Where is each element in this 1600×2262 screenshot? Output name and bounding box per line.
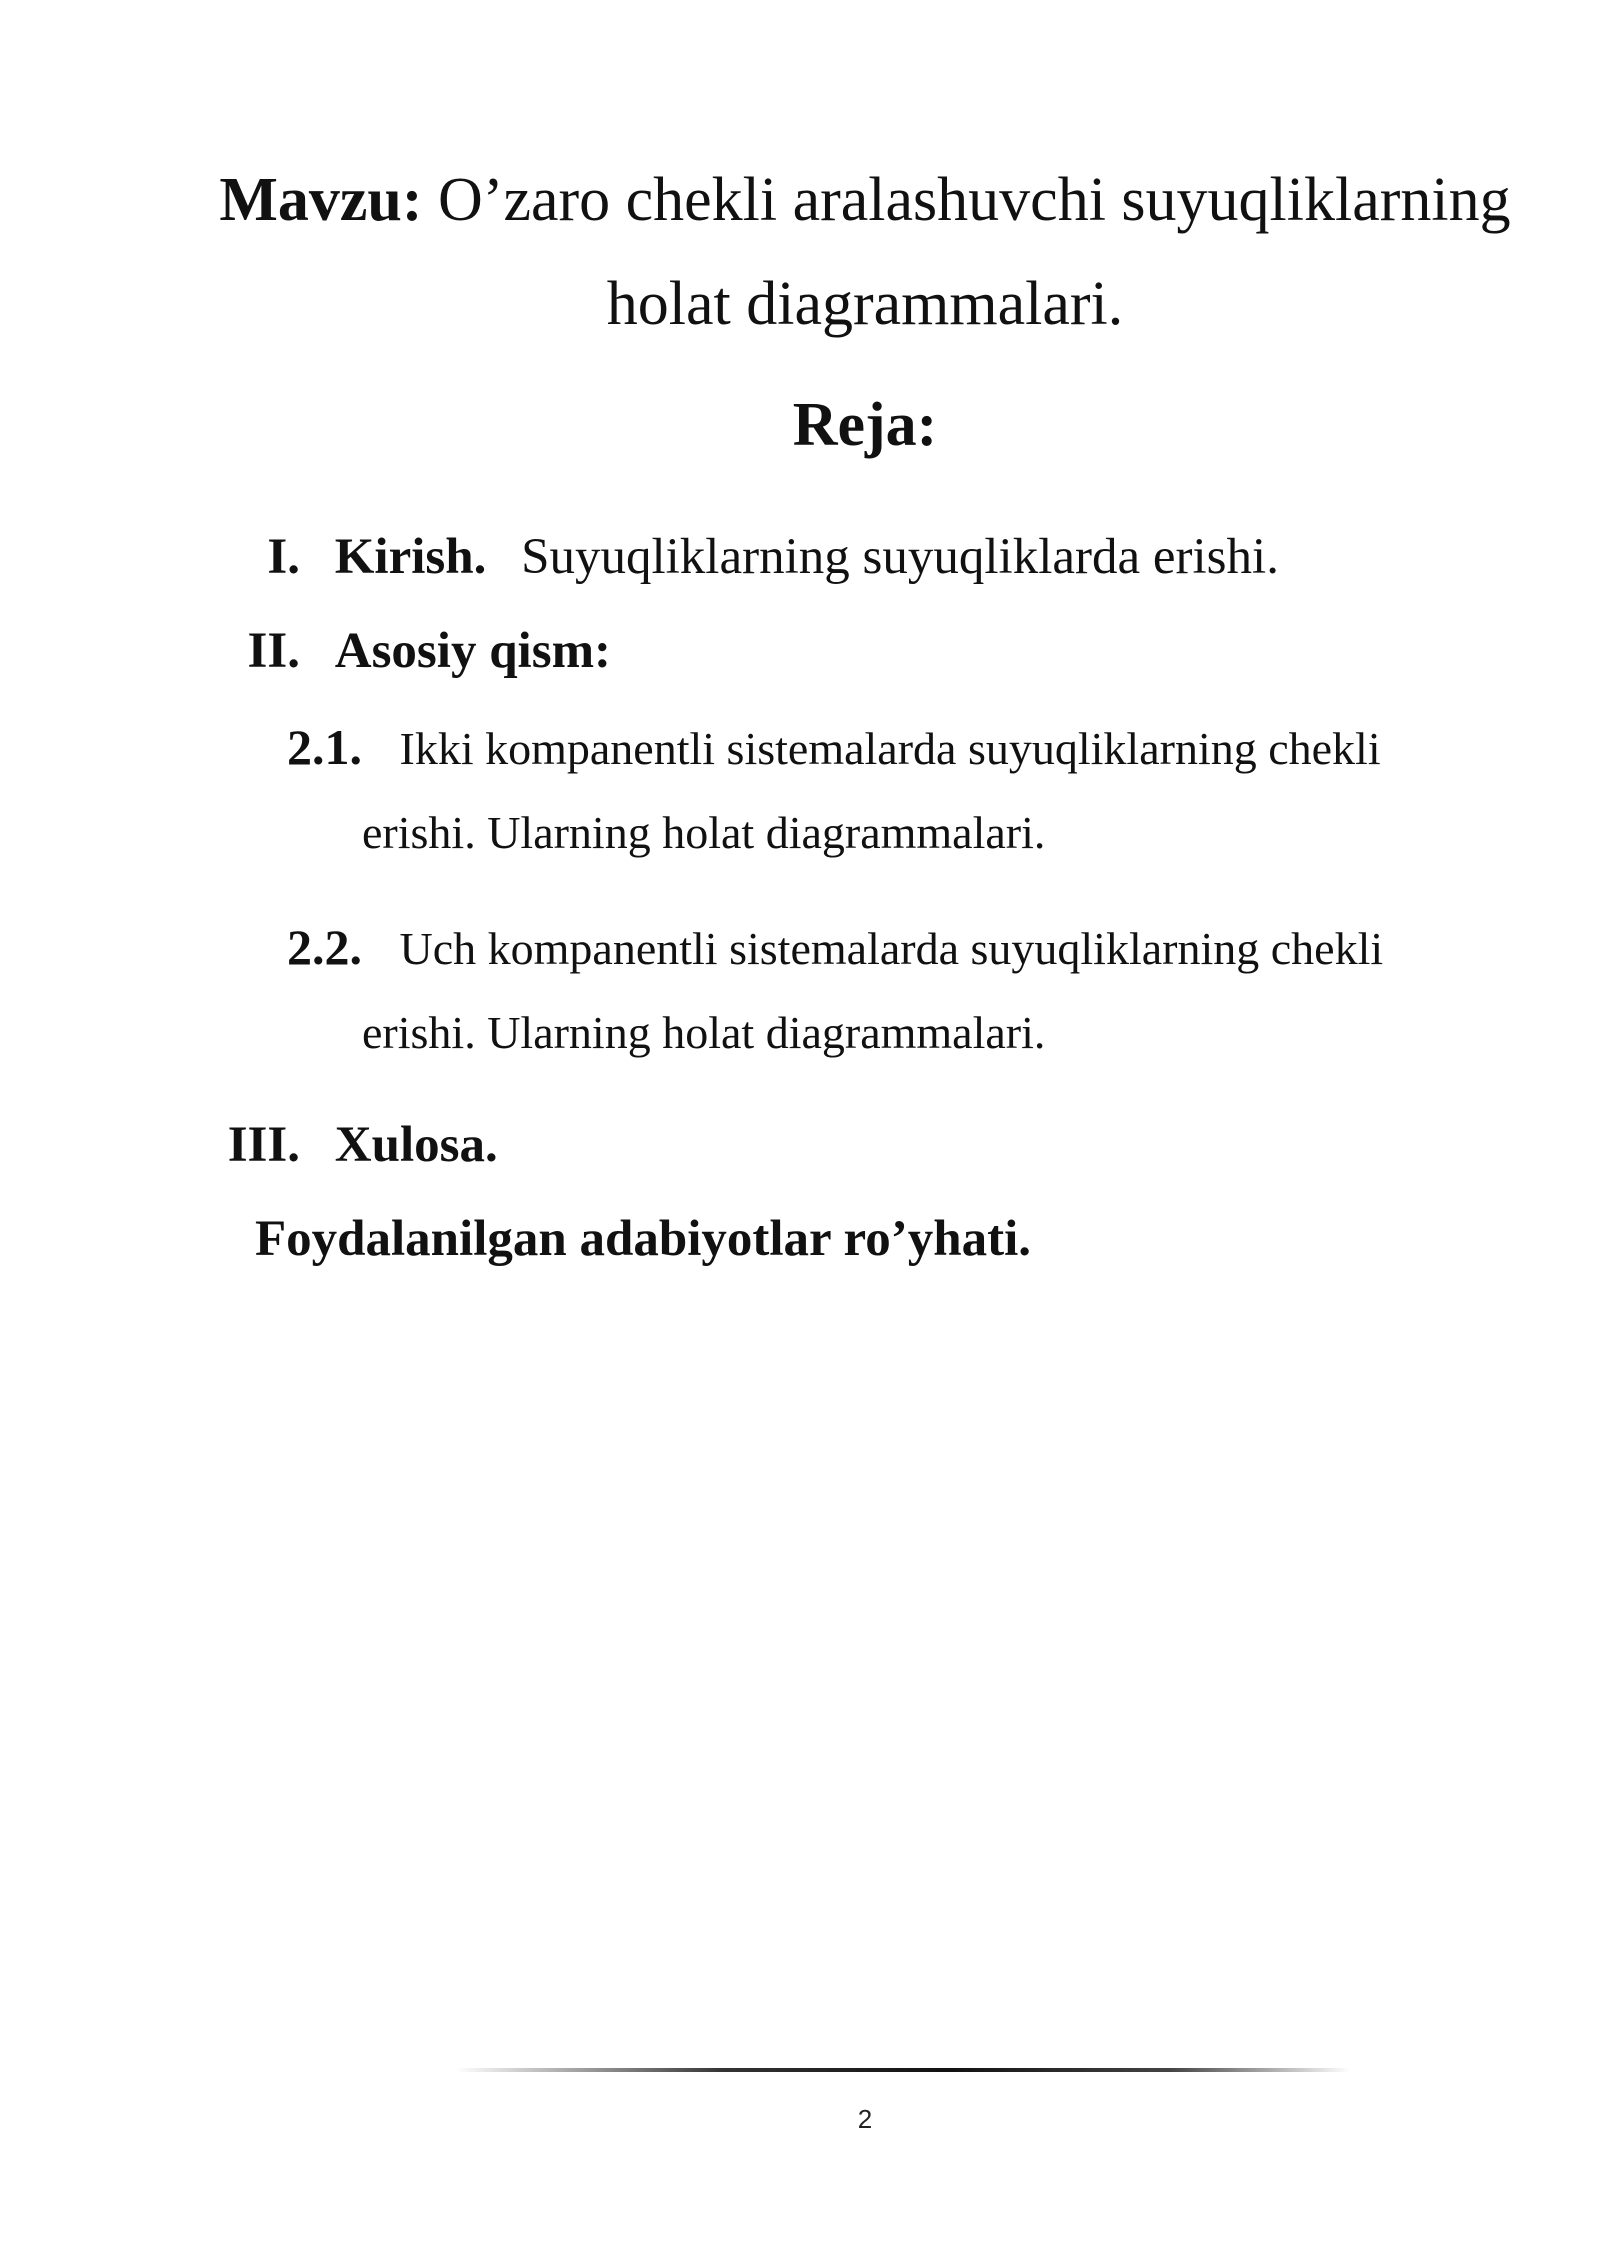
topic-text-2: holat diagrammalari. xyxy=(606,270,1124,338)
plan-number-2-1: 2.1. xyxy=(287,719,362,775)
plan-text-2-2-line2: erishi. Ularning holat diagrammalari. xyxy=(362,1007,1046,1058)
footer-divider xyxy=(455,2068,1350,2072)
topic-text-1: O’zaro chekli aralashuvchi suyuqliklarning xyxy=(438,166,1511,234)
plan-title-conclusion: Xulosa. xyxy=(334,1117,498,1173)
page-number: 2 xyxy=(857,2104,873,2134)
plan-title-main: Asosiy qism: xyxy=(334,623,612,679)
plan-number-conclusion: III. xyxy=(227,1117,300,1173)
plan-subitem-2-2 xyxy=(0,905,1383,1075)
plan-heading: Reja: xyxy=(792,391,938,459)
plan-text-2-1-line1: Ikki kompanentli sistemalarda suyuqliklarning chekli xyxy=(399,723,1381,774)
topic-label: Mavzu: xyxy=(219,166,423,234)
plan-subitem-2-1 xyxy=(0,705,1381,875)
plan-number-main: II. xyxy=(247,623,300,679)
topic-line-1 xyxy=(130,148,1600,252)
topic-title xyxy=(0,148,1600,356)
plan-text-2-2-line1: Uch kompanentli sistemalarda suyuqliklarning chekli xyxy=(399,923,1384,974)
plan-item-main xyxy=(0,622,611,680)
plan-references: Foydalanilgan adabiyotlar ro’yhati. xyxy=(255,1211,1031,1267)
plan-item-intro xyxy=(0,528,1279,586)
plan-number-intro: I. xyxy=(267,529,300,585)
plan-item-conclusion xyxy=(0,1116,498,1174)
plan-text-2-1-line2: erishi. Ularning holat diagrammalari. xyxy=(362,807,1046,858)
plan-number-2-2: 2.2. xyxy=(287,919,362,975)
plan-title-intro: Kirish. xyxy=(334,529,487,585)
plan-text-intro: Suyuqliklarning suyuqliklarda erishi. xyxy=(521,529,1279,585)
